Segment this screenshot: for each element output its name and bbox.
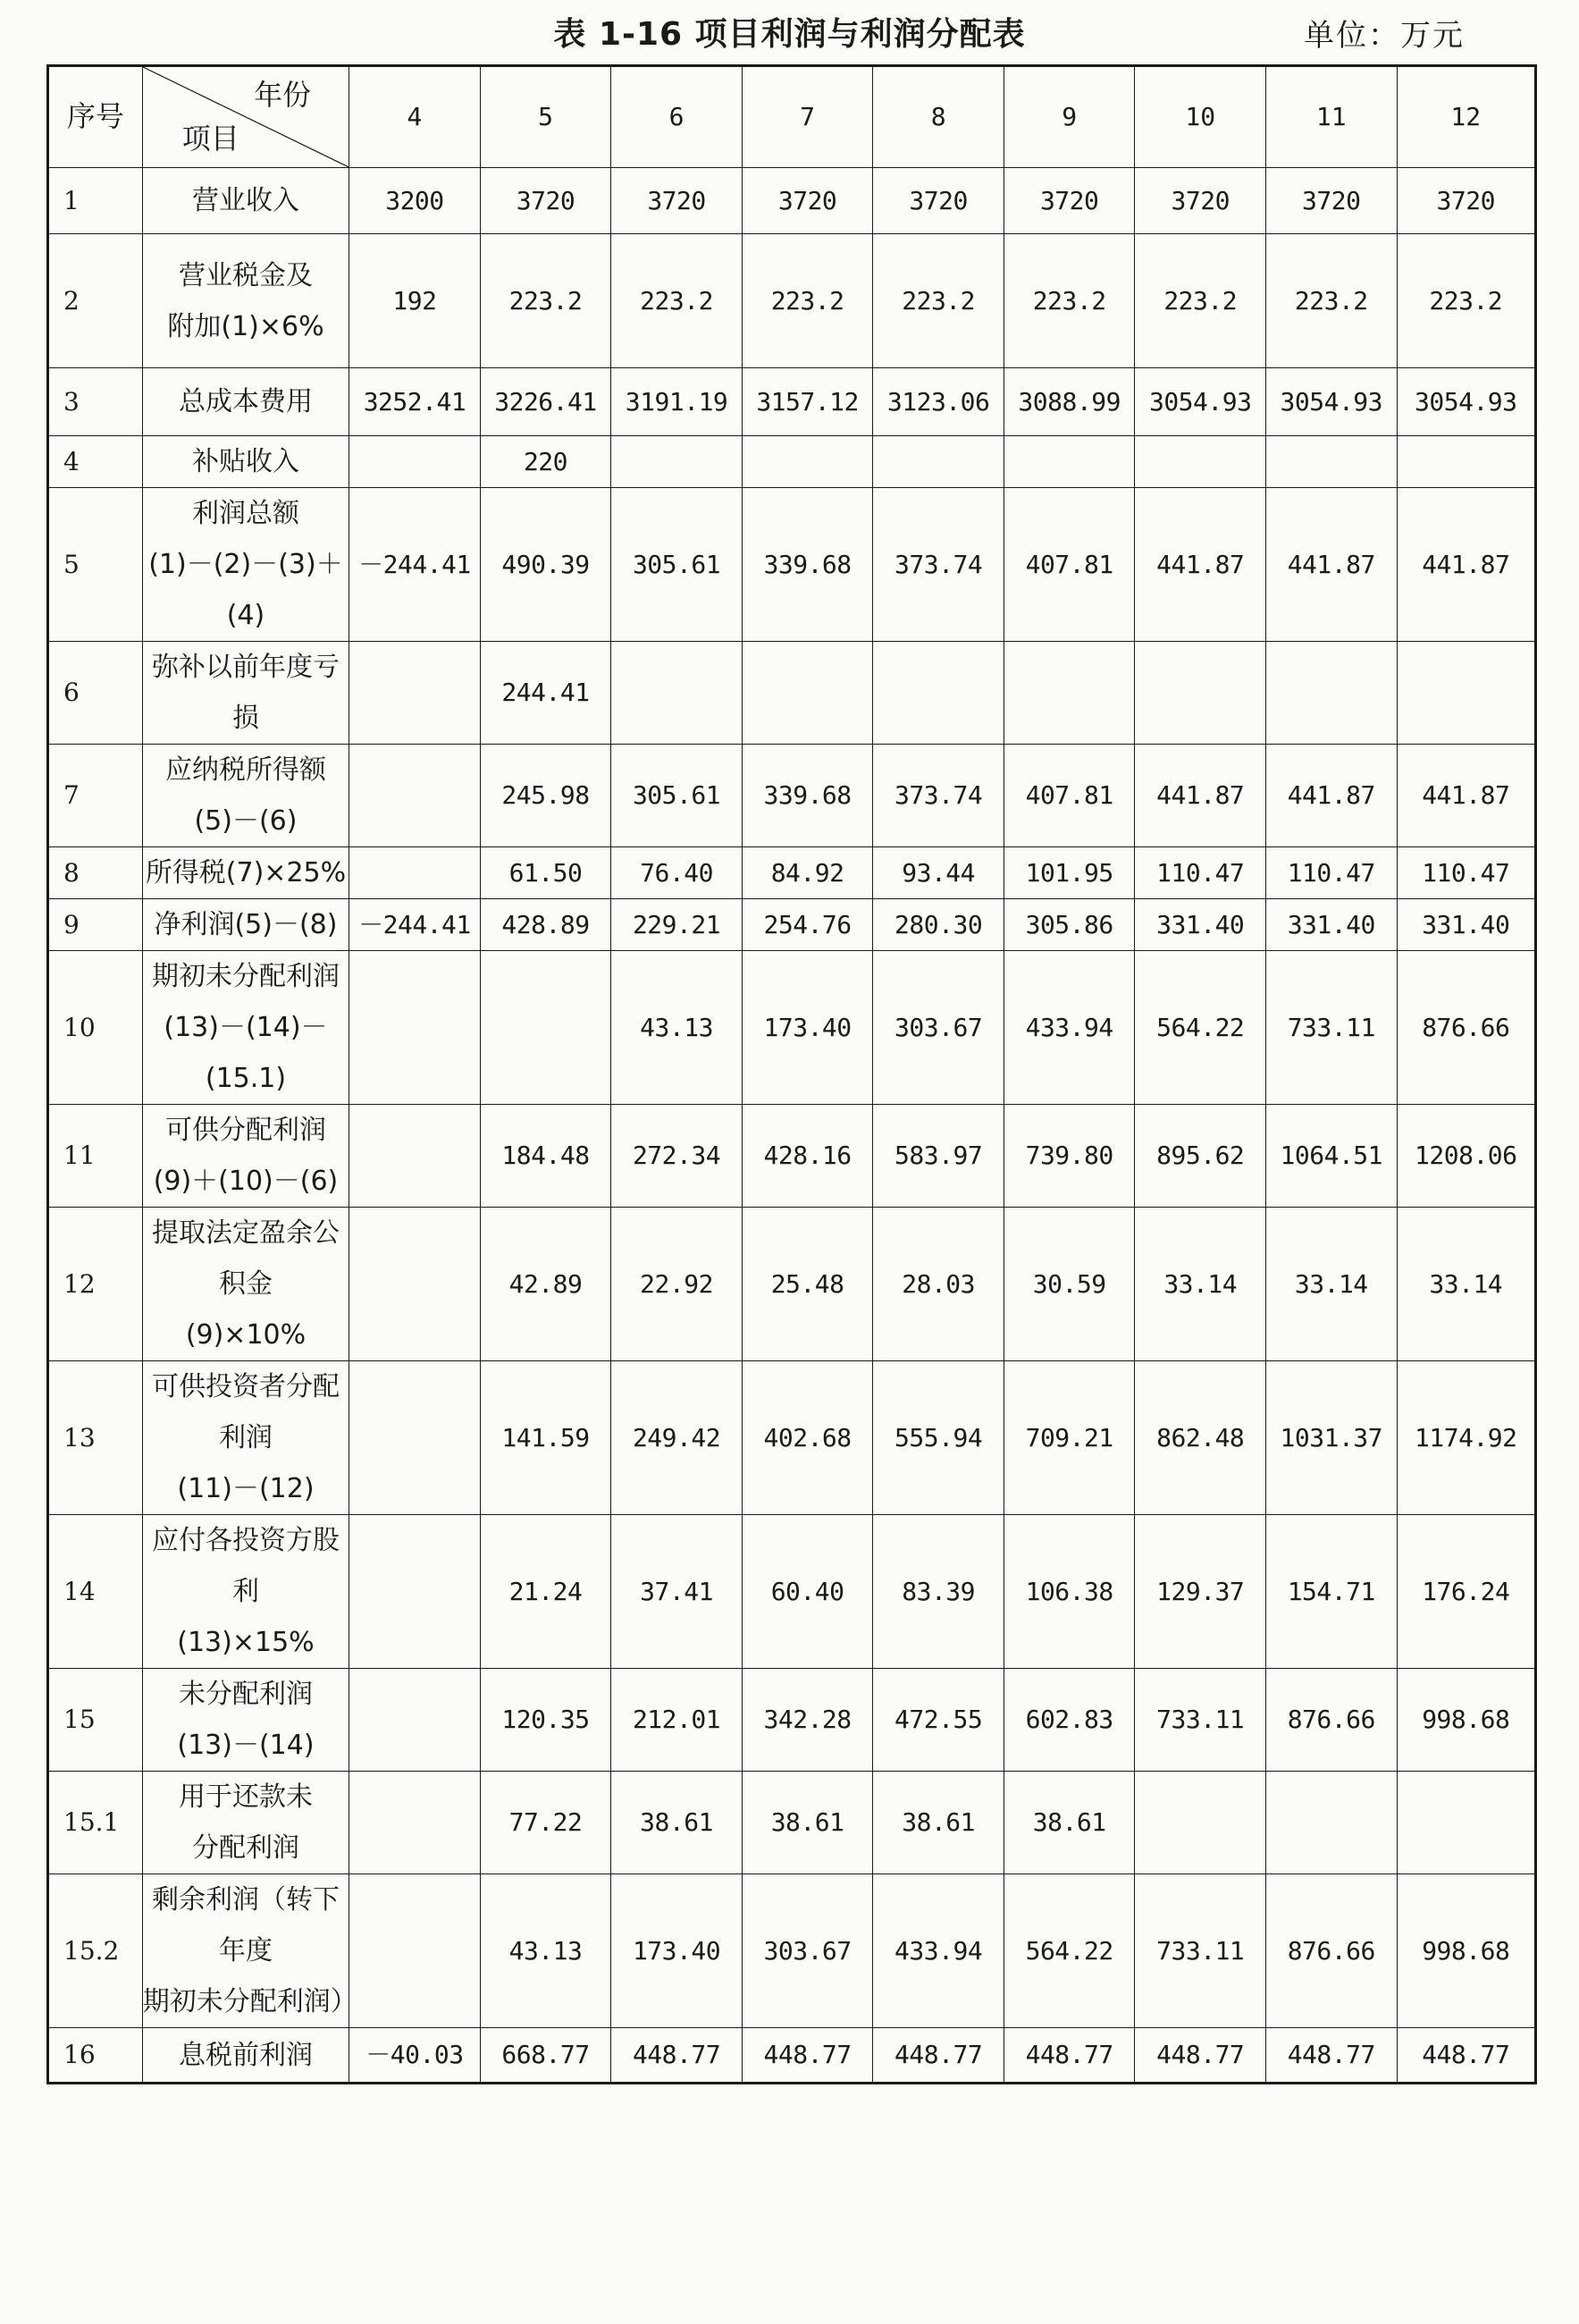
value-cell: 3720 bbox=[1266, 168, 1398, 234]
value-cell: 433.94 bbox=[1004, 951, 1135, 1105]
row-item-line: 分配利润 bbox=[191, 1832, 299, 1864]
row-item-line: (13)－(14) bbox=[177, 1730, 315, 1761]
value-cell: 441.87 bbox=[1135, 745, 1266, 847]
value-cell: 441.87 bbox=[1397, 488, 1535, 642]
value-cell: 220 bbox=[480, 436, 611, 488]
value-cell: 583.97 bbox=[873, 1105, 1004, 1208]
value-cell: 3720 bbox=[742, 168, 873, 234]
value-cell: 448.77 bbox=[1266, 2028, 1398, 2084]
value-cell: 110.47 bbox=[1135, 847, 1266, 899]
row-item-line: 可供投资者分配利润 bbox=[151, 1371, 340, 1453]
value-cell bbox=[1266, 436, 1398, 488]
table-row bbox=[48, 745, 1536, 847]
table-body bbox=[48, 168, 1536, 2084]
value-cell: 602.83 bbox=[1004, 1669, 1135, 1772]
value-cell: 305.86 bbox=[1004, 899, 1135, 951]
value-cell: 21.24 bbox=[480, 1515, 611, 1669]
value-cell: 1174.92 bbox=[1397, 1361, 1535, 1515]
row-seq: 5 bbox=[48, 488, 143, 642]
row-item-line: 所得税(7)×25% bbox=[145, 857, 347, 888]
value-cell bbox=[1266, 1772, 1398, 1874]
value-cell bbox=[1397, 436, 1535, 488]
row-item-line: (5)－(6) bbox=[194, 805, 298, 837]
value-cell: 229.21 bbox=[611, 899, 743, 951]
value-cell: 33.14 bbox=[1397, 1208, 1535, 1361]
value-cell: 733.11 bbox=[1266, 951, 1398, 1105]
value-cell: －244.41 bbox=[349, 899, 481, 951]
row-item bbox=[142, 899, 349, 951]
row-item-line: 总成本费用 bbox=[178, 386, 313, 417]
value-cell bbox=[1135, 1772, 1266, 1874]
row-seq: 9 bbox=[48, 899, 143, 951]
value-cell: 212.01 bbox=[611, 1669, 743, 1772]
value-cell: 407.81 bbox=[1004, 488, 1135, 642]
value-cell: 895.62 bbox=[1135, 1105, 1266, 1208]
table-row bbox=[48, 436, 1536, 488]
value-cell: 303.67 bbox=[873, 951, 1004, 1105]
table-row bbox=[48, 1874, 1536, 2028]
value-cell bbox=[349, 1772, 481, 1874]
value-cell: 564.22 bbox=[1135, 951, 1266, 1105]
value-cell: 564.22 bbox=[1004, 1874, 1135, 2028]
row-item bbox=[142, 951, 349, 1105]
row-seq: 6 bbox=[48, 642, 143, 745]
value-cell bbox=[349, 951, 481, 1105]
value-cell: 93.44 bbox=[873, 847, 1004, 899]
unit-label: 单位：万元 bbox=[1304, 18, 1465, 54]
value-cell: 402.68 bbox=[742, 1361, 873, 1515]
value-cell: 43.13 bbox=[480, 1874, 611, 2028]
value-cell: 37.41 bbox=[611, 1515, 743, 1669]
row-item-line: (13)－(14)－(15.1) bbox=[164, 1012, 328, 1094]
table-row bbox=[48, 951, 1536, 1105]
value-cell: 3720 bbox=[611, 168, 743, 234]
value-cell: 448.77 bbox=[742, 2028, 873, 2084]
value-cell: 998.68 bbox=[1397, 1669, 1535, 1772]
table-row bbox=[48, 1208, 1536, 1361]
value-cell: 339.68 bbox=[742, 488, 873, 642]
value-cell: 3720 bbox=[1004, 168, 1135, 234]
row-seq: 3 bbox=[48, 368, 143, 436]
value-cell: 331.40 bbox=[1135, 899, 1266, 951]
value-cell: 223.2 bbox=[873, 234, 1004, 368]
value-cell: 733.11 bbox=[1135, 1874, 1266, 2028]
value-cell: 428.89 bbox=[480, 899, 611, 951]
value-cell: 876.66 bbox=[1266, 1669, 1398, 1772]
value-cell bbox=[349, 642, 481, 745]
value-cell: 433.94 bbox=[873, 1874, 1004, 2028]
row-seq: 10 bbox=[48, 951, 143, 1105]
value-cell: 38.61 bbox=[742, 1772, 873, 1874]
table-row bbox=[48, 899, 1536, 951]
row-seq: 15 bbox=[48, 1669, 143, 1772]
value-cell: 428.16 bbox=[742, 1105, 873, 1208]
value-cell: 448.77 bbox=[611, 2028, 743, 2084]
row-item-line: 提取法定盈余公积金 bbox=[151, 1217, 340, 1300]
table-row bbox=[48, 1515, 1536, 1669]
value-cell: 129.37 bbox=[1135, 1515, 1266, 1669]
row-item bbox=[142, 1515, 349, 1669]
row-seq: 15.2 bbox=[48, 1874, 143, 2028]
value-cell: 110.47 bbox=[1397, 847, 1535, 899]
value-cell: 280.30 bbox=[873, 899, 1004, 951]
table-row bbox=[48, 1772, 1536, 1874]
row-item bbox=[142, 1669, 349, 1772]
year-header: 5 bbox=[480, 66, 611, 168]
value-cell: 472.55 bbox=[873, 1669, 1004, 1772]
value-cell: 244.41 bbox=[480, 642, 611, 745]
row-item-line: 应纳税所得额 bbox=[164, 754, 326, 786]
row-item bbox=[142, 2028, 349, 2084]
row-seq: 11 bbox=[48, 1105, 143, 1208]
year-header: 8 bbox=[873, 66, 1004, 168]
row-item-line: 补贴收入 bbox=[191, 446, 299, 477]
value-cell: 862.48 bbox=[1135, 1361, 1266, 1515]
value-cell: 3191.19 bbox=[611, 368, 743, 436]
value-cell bbox=[349, 847, 481, 899]
value-cell: 77.22 bbox=[480, 1772, 611, 1874]
value-cell: 272.34 bbox=[611, 1105, 743, 1208]
value-cell: 3720 bbox=[480, 168, 611, 234]
value-cell: 173.40 bbox=[611, 1874, 743, 2028]
value-cell: 305.61 bbox=[611, 745, 743, 847]
value-cell: 331.40 bbox=[1397, 899, 1535, 951]
table-row bbox=[48, 2028, 1536, 2084]
value-cell: 42.89 bbox=[480, 1208, 611, 1361]
row-seq: 7 bbox=[48, 745, 143, 847]
year-header: 12 bbox=[1397, 66, 1535, 168]
value-cell: 3720 bbox=[873, 168, 1004, 234]
table-row bbox=[48, 1669, 1536, 1772]
row-item bbox=[142, 1361, 349, 1515]
value-cell bbox=[611, 436, 743, 488]
row-item bbox=[142, 1105, 349, 1208]
diagonal-line bbox=[143, 67, 349, 167]
value-cell: 173.40 bbox=[742, 951, 873, 1105]
value-cell bbox=[873, 436, 1004, 488]
value-cell: 339.68 bbox=[742, 745, 873, 847]
value-cell: 490.39 bbox=[480, 488, 611, 642]
value-cell: 223.2 bbox=[1266, 234, 1398, 368]
row-item-line: 未分配利润 bbox=[178, 1679, 313, 1710]
row-item-line: 用于还款未 bbox=[178, 1781, 313, 1813]
year-header: 11 bbox=[1266, 66, 1398, 168]
row-item bbox=[142, 234, 349, 368]
value-cell: 154.71 bbox=[1266, 1515, 1398, 1669]
value-cell bbox=[1266, 642, 1398, 745]
value-cell: 3200 bbox=[349, 168, 481, 234]
value-cell: 223.2 bbox=[1397, 234, 1535, 368]
value-cell: 223.2 bbox=[1135, 234, 1266, 368]
value-cell: 733.11 bbox=[1135, 1669, 1266, 1772]
table-row bbox=[48, 1361, 1536, 1515]
value-cell: 184.48 bbox=[480, 1105, 611, 1208]
value-cell: －244.41 bbox=[349, 488, 481, 642]
row-item-line: 净利润(5)－(8) bbox=[154, 909, 338, 940]
year-header-label: 年份 bbox=[254, 78, 312, 112]
item-header-label: 项目 bbox=[181, 121, 239, 156]
value-cell bbox=[742, 436, 873, 488]
row-item-line: 可供分配利润 bbox=[164, 1115, 326, 1146]
value-cell: 30.59 bbox=[1004, 1208, 1135, 1361]
value-cell: 33.14 bbox=[1266, 1208, 1398, 1361]
value-cell bbox=[1135, 436, 1266, 488]
row-item bbox=[142, 847, 349, 899]
diagonal-header-cell bbox=[142, 66, 349, 168]
row-item-line: 应付各投资方股利 bbox=[151, 1525, 340, 1607]
value-cell: 110.47 bbox=[1266, 847, 1398, 899]
value-cell: 223.2 bbox=[1004, 234, 1135, 368]
row-item-line: (9)＋(10)－(6) bbox=[153, 1166, 339, 1197]
table-row bbox=[48, 368, 1536, 436]
value-cell: 441.87 bbox=[1397, 745, 1535, 847]
year-header: 4 bbox=[349, 66, 481, 168]
row-item-line: (1)－(2)－(3)＋(4) bbox=[148, 549, 343, 631]
table-row bbox=[48, 168, 1536, 234]
row-item bbox=[142, 1874, 357, 2028]
value-cell: 448.77 bbox=[1004, 2028, 1135, 2084]
value-cell: 106.38 bbox=[1004, 1515, 1135, 1669]
row-seq: 16 bbox=[48, 2028, 143, 2084]
value-cell bbox=[1397, 1772, 1535, 1874]
row-seq: 12 bbox=[48, 1208, 143, 1361]
value-cell: 668.77 bbox=[480, 2028, 611, 2084]
value-cell: 709.21 bbox=[1004, 1361, 1135, 1515]
row-seq: 13 bbox=[48, 1361, 143, 1515]
row-seq: 1 bbox=[48, 168, 143, 234]
value-cell: 25.48 bbox=[742, 1208, 873, 1361]
value-cell: 76.40 bbox=[611, 847, 743, 899]
value-cell: 254.76 bbox=[742, 899, 873, 951]
value-cell: 223.2 bbox=[611, 234, 743, 368]
value-cell bbox=[1004, 436, 1135, 488]
value-cell: 3720 bbox=[1135, 168, 1266, 234]
table-row bbox=[48, 1105, 1536, 1208]
year-header: 10 bbox=[1135, 66, 1266, 168]
row-seq: 15.1 bbox=[48, 1772, 143, 1874]
value-cell: 305.61 bbox=[611, 488, 743, 642]
value-cell: 43.13 bbox=[611, 951, 743, 1105]
value-cell: 249.42 bbox=[611, 1361, 743, 1515]
value-cell bbox=[873, 642, 1004, 745]
row-item-line: 营业税金及 bbox=[178, 259, 313, 291]
value-cell: 141.59 bbox=[480, 1361, 611, 1515]
row-seq: 8 bbox=[48, 847, 143, 899]
table-row bbox=[48, 642, 1536, 745]
value-cell: 223.2 bbox=[742, 234, 873, 368]
profit-distribution-table bbox=[46, 64, 1537, 2084]
value-cell: 176.24 bbox=[1397, 1515, 1535, 1669]
value-cell: －40.03 bbox=[349, 2028, 481, 2084]
value-cell: 876.66 bbox=[1266, 1874, 1398, 2028]
header-row bbox=[48, 66, 1536, 168]
row-item bbox=[142, 368, 349, 436]
value-cell: 38.61 bbox=[1004, 1772, 1135, 1874]
value-cell: 3054.93 bbox=[1135, 368, 1266, 436]
row-item bbox=[142, 1772, 349, 1874]
row-item bbox=[142, 642, 349, 745]
value-cell: 407.81 bbox=[1004, 745, 1135, 847]
row-item-line: 营业收入 bbox=[191, 185, 299, 216]
row-seq: 4 bbox=[48, 436, 143, 488]
year-header: 7 bbox=[742, 66, 873, 168]
value-cell: 1031.37 bbox=[1266, 1361, 1398, 1515]
row-item-line: 剩余利润（转下年度 bbox=[151, 1884, 340, 1966]
value-cell bbox=[349, 745, 481, 847]
value-cell: 998.68 bbox=[1397, 1874, 1535, 2028]
value-cell: 441.87 bbox=[1135, 488, 1266, 642]
value-cell: 876.66 bbox=[1397, 951, 1535, 1105]
value-cell: 120.35 bbox=[480, 1669, 611, 1772]
row-item-line: 息税前利润 bbox=[178, 2039, 313, 2071]
value-cell: 448.77 bbox=[1135, 2028, 1266, 2084]
value-cell bbox=[349, 1669, 481, 1772]
value-cell: 33.14 bbox=[1135, 1208, 1266, 1361]
row-item-line: 附加(1)×6% bbox=[167, 310, 324, 342]
row-item bbox=[142, 1208, 349, 1361]
row-item bbox=[142, 745, 349, 847]
value-cell: 61.50 bbox=[480, 847, 611, 899]
year-header: 9 bbox=[1004, 66, 1135, 168]
value-cell: 83.39 bbox=[873, 1515, 1004, 1669]
value-cell: 739.80 bbox=[1004, 1105, 1135, 1208]
value-cell: 373.74 bbox=[873, 488, 1004, 642]
value-cell bbox=[1397, 642, 1535, 745]
row-item bbox=[142, 168, 349, 234]
row-item-line: 弥补以前年度亏损 bbox=[151, 652, 340, 734]
table-row bbox=[48, 847, 1536, 899]
row-item bbox=[142, 436, 349, 488]
value-cell: 303.67 bbox=[742, 1874, 873, 2028]
value-cell: 84.92 bbox=[742, 847, 873, 899]
value-cell bbox=[349, 436, 481, 488]
value-cell bbox=[349, 1874, 481, 2028]
value-cell bbox=[1004, 642, 1135, 745]
value-cell: 3054.93 bbox=[1266, 368, 1398, 436]
seq-header: 序号 bbox=[48, 66, 143, 168]
year-header: 6 bbox=[611, 66, 743, 168]
value-cell: 38.61 bbox=[873, 1772, 1004, 1874]
value-cell: 101.95 bbox=[1004, 847, 1135, 899]
value-cell bbox=[1135, 642, 1266, 745]
value-cell: 3226.41 bbox=[480, 368, 611, 436]
table-row bbox=[48, 234, 1536, 368]
value-cell: 3054.93 bbox=[1397, 368, 1535, 436]
value-cell bbox=[349, 1105, 481, 1208]
value-cell: 3123.06 bbox=[873, 368, 1004, 436]
value-cell: 1208.06 bbox=[1397, 1105, 1535, 1208]
value-cell bbox=[611, 642, 743, 745]
value-cell: 3088.99 bbox=[1004, 368, 1135, 436]
value-cell: 22.92 bbox=[611, 1208, 743, 1361]
value-cell: 60.40 bbox=[742, 1515, 873, 1669]
value-cell bbox=[349, 1208, 481, 1361]
value-cell: 38.61 bbox=[611, 1772, 743, 1874]
value-cell: 448.77 bbox=[873, 2028, 1004, 2084]
value-cell: 28.03 bbox=[873, 1208, 1004, 1361]
row-item-line: 期初未分配利润 bbox=[151, 961, 340, 992]
row-item-line: (13)×15% bbox=[177, 1627, 315, 1658]
value-cell bbox=[742, 642, 873, 745]
value-cell: 342.28 bbox=[742, 1669, 873, 1772]
value-cell: 331.40 bbox=[1266, 899, 1398, 951]
value-cell bbox=[349, 1361, 481, 1515]
value-cell: 192 bbox=[349, 234, 481, 368]
row-item-line: (9)×10% bbox=[185, 1319, 307, 1351]
row-item-line: 利润总额 bbox=[191, 498, 299, 529]
value-cell: 3720 bbox=[1397, 168, 1535, 234]
value-cell bbox=[480, 951, 611, 1105]
value-cell: 3157.12 bbox=[742, 368, 873, 436]
value-cell: 223.2 bbox=[480, 234, 611, 368]
row-seq: 14 bbox=[48, 1515, 143, 1669]
value-cell: 373.74 bbox=[873, 745, 1004, 847]
value-cell: 1064.51 bbox=[1266, 1105, 1398, 1208]
value-cell: 441.87 bbox=[1266, 745, 1398, 847]
row-item-line: 期初未分配利润） bbox=[142, 1986, 357, 2017]
value-cell bbox=[349, 1515, 481, 1669]
value-cell: 441.87 bbox=[1266, 488, 1398, 642]
value-cell: 3252.41 bbox=[349, 368, 481, 436]
table-header-area bbox=[0, 0, 1579, 64]
row-seq: 2 bbox=[48, 234, 143, 368]
table-title: 表 1-16 项目利润与利润分配表 bbox=[553, 16, 1026, 53]
value-cell: 448.77 bbox=[1397, 2028, 1535, 2084]
value-cell: 555.94 bbox=[873, 1361, 1004, 1515]
row-item-line: (11)－(12) bbox=[177, 1473, 315, 1504]
table-row bbox=[48, 488, 1536, 642]
value-cell: 245.98 bbox=[480, 745, 611, 847]
row-item bbox=[142, 488, 349, 642]
